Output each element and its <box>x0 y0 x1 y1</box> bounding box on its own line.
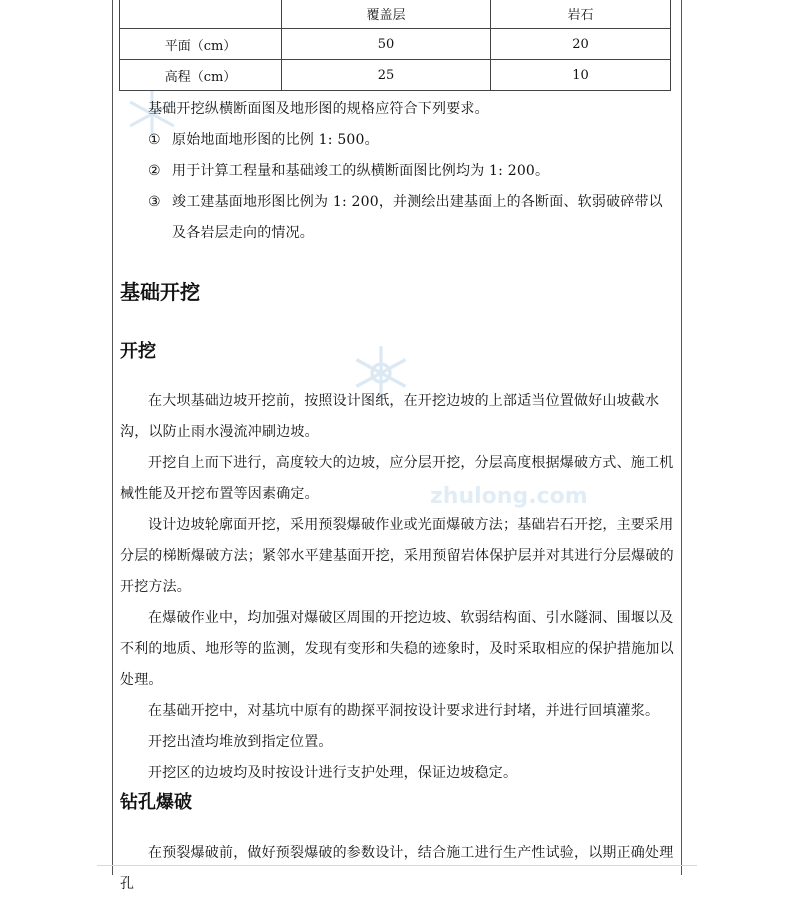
body-paragraph: 在基础开挖中，对基坑中原有的勘探平洞按设计要求进行封堵，并进行回填灌浆。 <box>148 703 660 719</box>
subsection-heading: 开挖 <box>120 341 156 362</box>
subsection-heading: 钻孔爆破 <box>120 792 192 813</box>
spec-table <box>119 0 671 91</box>
list-number: ① <box>148 132 161 148</box>
body-paragraph: 在大坝基础边坡开挖前，按照设计图纸，在开挖边坡的上部适当位置做好山坡截水沟，以防止雨水漫流冲刷边坡。 <box>120 393 660 440</box>
excavation-body <box>120 386 676 789</box>
table-row <box>120 29 671 60</box>
body-paragraph: 开挖自上而下进行，高度较大的边坡，应分层开挖，分层高度根据爆破方式、施工机械性能及开挖布置等因素确定。 <box>120 455 674 502</box>
list-item <box>120 156 676 187</box>
drilling-body <box>120 838 676 900</box>
section-heading: 基础开挖 <box>120 280 200 304</box>
list-item <box>120 187 676 249</box>
list-item-text: 原始地面地形图的比例 1: 500。 <box>172 132 379 148</box>
table-cell: 50 <box>282 29 491 60</box>
body-paragraph: 开挖区的边坡均及时按设计进行支护处理，保证边坡稳定。 <box>148 765 518 781</box>
table-cell <box>120 0 282 29</box>
list-number: ③ <box>148 194 161 210</box>
table-cell: 高程（cm） <box>120 60 282 91</box>
table-cell: 10 <box>491 60 671 91</box>
table-header-row <box>120 0 671 29</box>
body-paragraph: 开挖出渣均堆放到指定位置。 <box>148 734 333 750</box>
table-cell: 25 <box>282 60 491 91</box>
table-cell: 岩石 <box>491 0 671 29</box>
table-row <box>120 60 671 91</box>
table-cell: 覆盖层 <box>282 0 491 29</box>
watermark-text: zhulong.com <box>430 484 588 509</box>
spec-section <box>120 94 676 249</box>
list-number: ② <box>148 163 161 179</box>
body-paragraph: 设计边坡轮廓面开挖，采用预裂爆破作业或光面爆破方法；基础岩石开挖，主要采用分层的梯断爆破方法；紧邻水平建基面开挖，采用预留岩体保护层并对其进行分层爆破的开挖方法。 <box>120 517 674 595</box>
list-item-text: 用于计算工程量和基础竣工的纵横断面图比例均为 1: 200。 <box>172 163 550 179</box>
body-paragraph: 在爆破作业中，均加强对爆破区周围的开挖边坡、软弱结构面、引水隧洞、围堰以及不利的地质、地形等的监测，发现有变形和失稳的迹象时，及时采取相应的保护措施加以处理。 <box>120 610 674 688</box>
body-paragraph: 在预裂爆破前，做好预裂爆破的参数设计，结合施工进行生产性试验，以期正确处理孔 <box>120 845 674 892</box>
table-cell: 20 <box>491 29 671 60</box>
table-cell: 平面（cm） <box>120 29 282 60</box>
intro-paragraph: 基础开挖纵横断面图及地形图的规格应符合下列要求。 <box>148 101 489 117</box>
list-item <box>120 125 676 156</box>
list-item-text: 竣工建基面地形图比例为 1: 200，并测绘出建基面上的各断面、软弱破碎带以及各岩层走向的情况。 <box>172 194 663 241</box>
